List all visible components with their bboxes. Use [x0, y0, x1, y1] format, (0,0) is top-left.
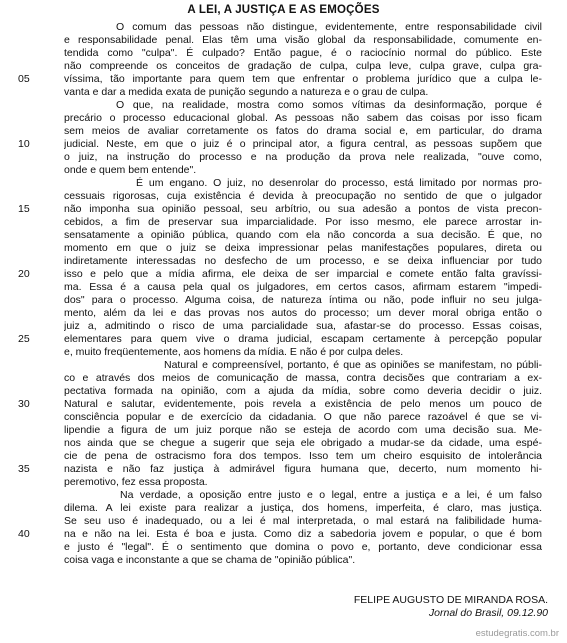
text-line: peremotivo, fez essa proposta.: [64, 476, 208, 488]
text-line: sensatamente a opinião pública, quando com ela não concorda a sua decisão. É que, no: [64, 229, 542, 241]
text-line: e, muito freqüentemente, aos homens da mídia. E não é por culpa deles.: [64, 346, 404, 358]
text-line: sem meios de avaliar corretamente os fatos do drama social e, em particular, do drama: [64, 125, 542, 137]
text-line: Se seu uso é inadequado, ou a lei é mal interpretada, o mal estará na falibilidade huma-: [64, 515, 542, 527]
text-line: isso e pelo que a mídia afirma, ele deixa de ser imparcial e comete então falta gravíssi-: [64, 268, 542, 280]
text-line: precário o processo educacional global. As pessoas não sabem das coisas por isso ficam: [64, 112, 542, 124]
text-line: judicial. Neste, em que o juiz é o principal ator, a figura central, as pessoas supõem que: [64, 138, 542, 150]
text-line: e justo é "legal". É o sentimento que domina o povo e, portanto, deve condicionar essa: [64, 541, 542, 553]
text-line: o juiz, na instrução do processo e na produção da prova nele realizada, "ouve como,: [64, 151, 542, 163]
text-line: coisa vaga e inconstante a que se chama de "opinião pública".: [64, 554, 356, 566]
text-line: cessuais rigorosas, cuja existência é devida à preocupação no sentido de que o julgador: [64, 190, 542, 202]
line-number: 35: [18, 463, 30, 475]
text-line: cie de pena de ostracismo fora dos tempos. Isso tem um cheiro esquisito de intolerância: [64, 450, 542, 462]
line-number: 40: [18, 528, 30, 540]
text-line: elementares para quem vive o drama judicial, escapam certamente à percepção popular: [64, 333, 542, 345]
text-line: momento em que o juiz se deixa impressionar pelas manifestações populares, direta ou: [64, 242, 542, 254]
source-citation: Jornal do Brasil, 09.12.90: [428, 607, 548, 619]
line-number: 05: [18, 73, 30, 85]
text-line: e responsabilidade penal. Elas têm uma visão global da responsabilidade, comumente en-: [64, 34, 542, 46]
text-line: O que, na realidade, mostra como somos vítimas da desinformação, porque é: [116, 99, 542, 111]
line-number: 20: [18, 268, 30, 280]
text-line: víssima, tão importante para quem tem que enfrentar o problema jurídico que a culpa le-: [64, 73, 542, 85]
watermark-text: estudegratis.com.br: [475, 628, 559, 639]
text-line: nazista e não faz justiça à admirável figura humana que, decerto, num momento hi-: [64, 463, 542, 475]
text-line: dos" para o processo. Alguma coisa, de natureza íntima ou não, pode influir no seu julga-: [64, 294, 542, 306]
text-line: na e não na lei. Esta é boa e justa. Como diz a sabedoria jovem e popular, o que é bom: [64, 528, 542, 540]
text-line: tendida como "culpa". É culpado? Então pague, é o raciocínio normal do público. Este: [64, 47, 542, 59]
text-line: vanta e dar a medida exata de punição segundo a natureza e o grau de culpa.: [64, 86, 429, 98]
text-line: onde e quem bem entende".: [64, 164, 197, 176]
text-line: O comum das pessoas não distingue, evidentemente, entre responsabilidade civil: [116, 21, 542, 33]
line-number: 10: [18, 138, 30, 150]
text-line: nos ainda que se chegue a sugerir que seja ele obrigado a mudar-se da cidade, uma espé-: [64, 437, 542, 449]
text-line: pectativa formada na opinião, com a ajuda da mídia, sobre como deveria decidir o juiz.: [64, 385, 542, 397]
text-line: Natural e salutar, evidentemente, pois revela a existência de pelo menos um pouco de: [64, 398, 542, 410]
text-line: indiretamente interessadas no desfecho de um processo, e se deixa influenciar por tudo: [64, 255, 542, 267]
text-line: co e através dos meios de comunicação de massa, contra decisões que contrariam a ex-: [64, 372, 542, 384]
text-line: É um engano. O juiz, no desenrolar do processo, está limitado por normas pro-: [136, 177, 542, 189]
text-line: cebidos, a fim de preservar sua imparcialidade. Por isso mesmo, ele parece arrostar in-: [64, 216, 542, 228]
text-line: ma. Essa é a causa pela qual os julgadores, em certos casos, afirmam estarem "impedi-: [64, 281, 542, 293]
text-line: dilema. A lei existe para realizar a justiça, dos homens, imperfeita, é claro, mas justiça.: [64, 502, 542, 514]
text-line: mento, além da lei e das provas nos autos do processo; um dever moral obriga então o: [64, 307, 542, 319]
text-line: consciência popular e de exercício da cidadania. O que não parece razoável é que se vi-: [64, 411, 542, 423]
text-line: juiz a, admitindo o risco de uma parcialidade sua, afastar-se do processo. Essas coisas,: [64, 320, 542, 332]
text-line: não imponha sua opinião pessoal, seu arbítrio, ou sua adesão a pontos de vista precon-: [64, 203, 542, 215]
text-line: Na verdade, a oposição entre justo e o legal, entre a justiça e a lei, é um falso: [120, 489, 542, 501]
text-line: lipendie a figura de um juiz porque não se esteja de acordo com uma decisão sua. Me-: [64, 424, 542, 436]
line-number: 15: [18, 203, 30, 215]
text-line: não compreende os conceitos de gradação de culpa, culpa leve, culpa grave, culpa gra-: [64, 60, 542, 72]
text-line: Natural e compreensível, portanto, é que as opiniões se manifestam, no públi-: [164, 359, 542, 371]
line-number: 30: [18, 398, 30, 410]
line-number: 25: [18, 333, 30, 345]
article-title: A LEI, A JUSTIÇA E AS EMOÇÕES: [187, 4, 380, 16]
author-signature: FELIPE AUGUSTO DE MIRANDA ROSA.: [353, 594, 548, 606]
